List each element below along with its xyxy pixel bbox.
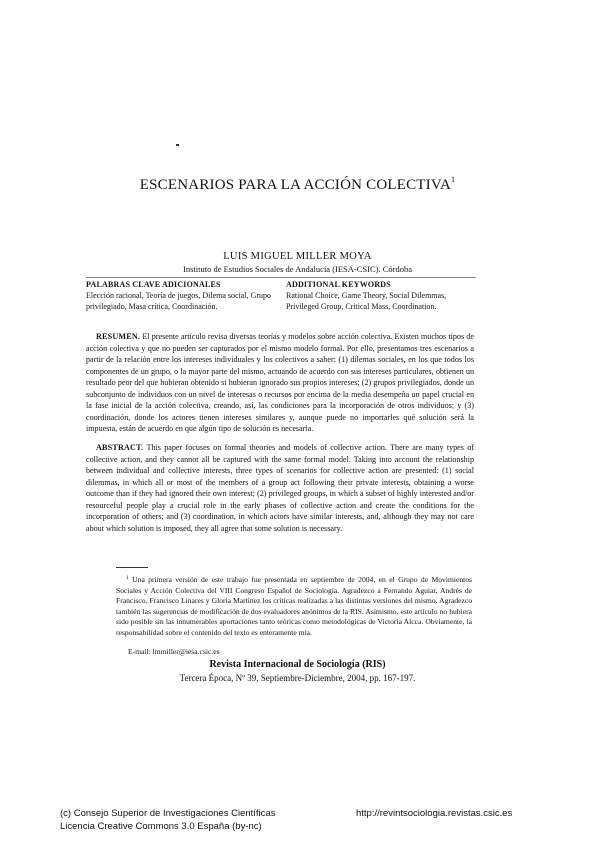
keywords-es: [86, 279, 278, 312]
journal-citation: Tercera Época, Nº 39, Septiembre-Diciembre, 2004, pp. 167-197.: [179, 673, 416, 683]
journal-url-link[interactable]: http://revintsociologia.revistas.csic.es: [356, 808, 513, 819]
keywords-en-heading: ADDITIONAL KEYWORDS: [286, 280, 391, 289]
author-name: LUIS MIGUEL MILLER MOYA: [223, 251, 372, 262]
footnote-mark: 1: [126, 575, 129, 581]
resumen-text: El presente artículo revisa diversas teorías y modelos sobre acción colectiva. Existen muchos tipos de acción colectiva y que no pueden ser capturados por el mismo modelo formal. Por ello, presentamos tres escenarios a partir de la relación entre los intereses individuales y los colectivos a saber: (1) dilemas sociales, en los que todos los componentes de un grupo, o la mayor parte del mismo, actuando de acuerdo con sus intereses particulares, obtienen un resultado peor del que hubieran obtenido si hubieran ignorado sus propios intereses; (2) grupos privilegiados, donde un subconjunto de individuos con un nivel de interesas o recursos por encima de la media desempeña un papel crucial en la fase inicial de la acción colectiva, creando, así, las condiciones para la incorporación de otros individuos; y (3) coordinación, donde los actores tienen intereses similares y, aunque puede no importarles qué solución será la impuesta, están de acuerdo en que algún tipo de solución es necesaria.: [86, 332, 474, 433]
journal-name: Revista Internacional de Sociología (RIS): [209, 659, 386, 670]
footnote-text: Una primera versión de este trabajo fue presentada en septiembre de 2004, en el Grupo de Movimientos Sociales y Acción Colectiva del VIII Congreso Español de Sociología. Agradezco a Fernando Aguiar, Andrés de Francisco, Francisco Linares y Gloria Martínez los críticas realizadas a las distintas versiones del mismo. Agradezco también las sugerencias de modificación de dos evaluadores anónimos de la RIS. Asimismo, este artículo no hubiera sido posible sin las innumerables aportaciones tanto teóricas como metodológicas de Victoria Alcca. Obviamente, la responsabilidad sobre el contenido del texto es enteramente mía.: [116, 575, 473, 637]
keywords-en: [286, 279, 478, 312]
footnote-divider: [116, 567, 148, 568]
resumen-label: RESUMEN.: [96, 332, 141, 341]
stray-mark: [176, 144, 179, 146]
abstract-text: This paper focuses on formal theories and models of collective action. There are many types of collective action, and they cannot all be captured with the same formal model. Taking into account the relationship between individual and collective interests, three types of scenarios for collective action are presented: (1) social dilemmas, in which all or most of the members of a group act following their private interests, obtaining a worse outcome than if they had ignored their own interest; (2) privileged groups, in which a subset of highly interested and/or resourceful people play a crucial role in the early phases of collective action and create the conditions for the incorporation of others; and (3) coordination, in which actors have similar interests, and, although they may not care about which solution is imposed, they all agree that some solution is necessary.: [86, 443, 474, 533]
article-title: [60, 175, 535, 194]
keywords-es-heading: PALABRAS CLAVE ADICIONALES: [86, 280, 221, 289]
author-email[interactable]: E-mail: lmmiller@iesa.csic.es: [128, 647, 220, 656]
keywords-es-text: Elección racional, Teoría de juegos, Dilema social, Grupo privilegiado, Masa crítica, Coordinación.: [86, 291, 272, 311]
footnote: [116, 573, 472, 638]
author-affiliation: Instituto de Estudios Sociales de Andalucía (IESA-CSIC). Córdoba: [183, 264, 412, 274]
title-text: ESCENARIOS PARA LA ACCIÓN COLECTIVA: [139, 177, 451, 193]
abstract-paragraph: [86, 442, 474, 534]
keywords-divider: [86, 277, 476, 278]
license-terms: Licencia Creative Commons 3.0 España (by-nc): [60, 821, 262, 832]
keywords-en-text: Rational Choice, Game Theory, Social Dilemmas, Privileged Group, Critical Mass, Coordination.: [286, 291, 447, 311]
abstract-label: ABSTRACT.: [96, 443, 144, 452]
license-publisher: (c) Consejo Superior de Investigaciones Científicas: [60, 808, 276, 819]
resumen-paragraph: [86, 331, 474, 435]
title-footnote-mark[interactable]: 1: [451, 175, 456, 184]
